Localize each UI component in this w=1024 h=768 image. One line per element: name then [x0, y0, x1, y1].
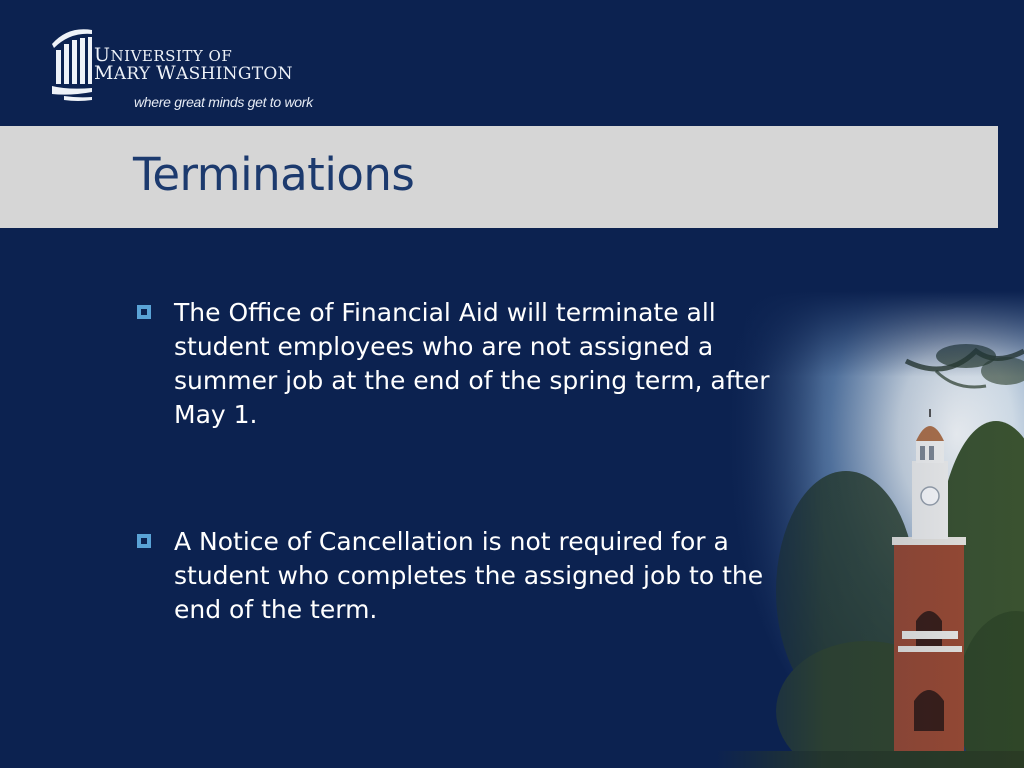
title-band	[0, 126, 998, 228]
bullet-item	[137, 296, 817, 432]
bullet-text: A Notice of Cancellation is not required for a student who completes the assigned job to the end of the term.	[174, 527, 764, 624]
square-bullet-icon	[137, 305, 151, 319]
columns-logo-icon	[48, 24, 94, 102]
slide-title: Terminations	[133, 148, 415, 201]
bullet-item	[137, 525, 817, 627]
square-bullet-icon	[137, 534, 151, 548]
bullet-list	[137, 296, 817, 627]
logo-university-text: UNIVERSITY OF	[94, 44, 233, 66]
bullet-text: The Office of Financial Aid will terminate all student employees who are not assigned a summer job at the end of the spring term, after May 1.	[174, 298, 770, 429]
university-logo	[48, 24, 348, 124]
logo-mary-washington-text: MARY WASHINGTON	[94, 62, 293, 84]
logo-tagline: where great minds get to work	[134, 94, 313, 110]
